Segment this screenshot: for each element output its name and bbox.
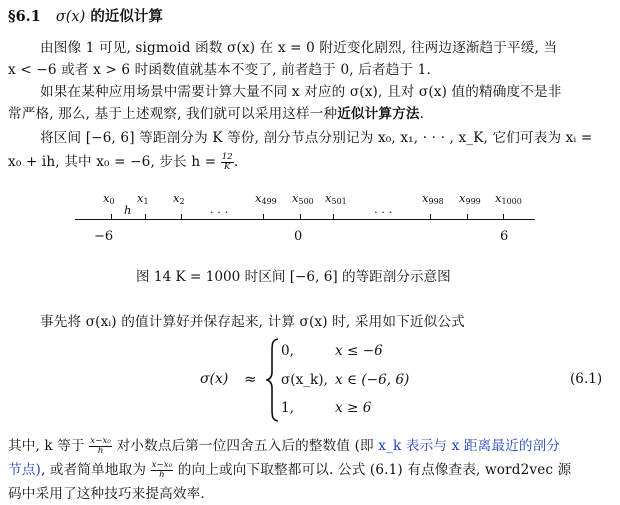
node-tick (503, 214, 504, 220)
step-label: h (124, 203, 132, 217)
para5-line3: 码中采用了这种技巧来提高效率. (8, 486, 205, 502)
axis-line (75, 219, 535, 220)
node-label: $x_{500}$ (292, 191, 314, 206)
para5-text-b: 对小数点后第一位四舍五入后的整数值 (即 (116, 438, 374, 454)
para2-text: 常严格, 那么, 基于上述观察, 我们就可以采用这样一种 (8, 106, 338, 122)
axis-value-max: 6 (500, 229, 509, 244)
node-label: $x_{501}$ (325, 191, 347, 206)
fraction-k (89, 437, 112, 456)
node-tick (181, 214, 182, 220)
left-brace-icon (266, 338, 280, 422)
para5-link-text[interactable]: x_k 表示与 x 距离最近的剖分 (378, 438, 561, 454)
case3-value: 1, (281, 400, 294, 416)
node-tick (263, 214, 264, 220)
section-heading (8, 5, 163, 26)
formula-block (0, 336, 620, 426)
section-title-math: σ(x) (55, 9, 86, 25)
para5-text-c: , 或者简单地取为 (40, 462, 147, 478)
equation-number: (6.1) (570, 371, 603, 387)
formula-approx: ≈ (244, 370, 257, 388)
para5-line2 (8, 458, 571, 480)
para4: 事先将 σ(xᵢ) 的值计算好并保存起来, 计算 σ(x) 时, 采用如下近似公式 (40, 314, 465, 330)
fraction-round-den: h (159, 470, 165, 480)
para5-line1 (8, 434, 560, 456)
axis-value-min: −6 (94, 229, 114, 244)
axis-value-zero: 0 (294, 229, 303, 244)
para2-bold-term: 近似计算方法 (337, 106, 420, 122)
step-fraction (221, 153, 234, 172)
para3-line2 (8, 150, 238, 172)
para1-line2: x < −6 或者 x > 6 时函数值就基本不变了, 前者趋于 0, 后者趋于 1. (8, 62, 431, 78)
ellipsis-left: · · · (210, 205, 229, 219)
node-label: $x_{1000}$ (495, 191, 522, 206)
node-label: $x_2$ (173, 191, 185, 206)
para2-period: . (419, 106, 425, 122)
partition-figure (0, 185, 620, 255)
para3-period: . (233, 154, 239, 170)
node-label: $x_1$ (137, 191, 149, 206)
node-tick (467, 214, 468, 220)
fraction-k-num: x−x₀ (90, 436, 111, 446)
case2-value: σ(x_k), (281, 372, 328, 388)
ellipsis-right: · · · (374, 205, 393, 219)
node-tick (300, 214, 301, 220)
node-tick (430, 214, 431, 220)
node-tick (333, 214, 334, 220)
step-den: K (224, 162, 231, 172)
para3-line1: 将区间 [−6, 6] 等距剖分为 K 等份, 剖分节点分别记为 x₀, x₁, · · · , x_K, 它们可表为 xᵢ = (40, 130, 593, 146)
para2-line1: 如果在某种应用场景中需要计算大量不同 x 对应的 σ(x), 且对 σ(x) 值的精确度不是非 (40, 84, 562, 100)
fraction-round (151, 461, 174, 480)
case3-cond: x ≥ 6 (335, 400, 372, 416)
para5-text-d: 的向上或向下取整都可以. 公式 (6.1) 有点像查表, word2vec 源 (177, 462, 572, 478)
section-title: 的近似计算 (90, 8, 163, 25)
section-number: §6.1 (8, 8, 41, 25)
node-label: $x_{999}$ (459, 191, 481, 206)
para5-text-a: 其中, k 等于 (8, 438, 85, 454)
para3-text: x₀ + ih, 其中 x₀ = −6, 步长 h = (8, 154, 217, 170)
node-label: $x_0$ (103, 191, 115, 206)
node-tick (145, 214, 146, 220)
para2-line2 (8, 102, 424, 122)
step-num: 12 (221, 152, 233, 162)
node-tick (111, 214, 112, 220)
figure-caption: 图 14 K = 1000 时区间 [−6, 6] 的等距剖分示意图 (136, 269, 451, 285)
node-label: $x_{998}$ (422, 191, 444, 206)
case1-value: 0, (281, 343, 294, 359)
fraction-round-num: x−x₀ (151, 460, 173, 470)
para5-link-text-cont[interactable]: 节点) (8, 462, 41, 478)
case1-cond: x ≤ −6 (335, 343, 383, 359)
para1-line1: 由图像 1 可见, sigmoid 函数 σ(x) 在 x = 0 附近变化剧烈, 往两边逐渐趋于平缓, 当 (40, 40, 558, 56)
formula-lhs: σ(x) (200, 371, 229, 387)
node-label: $x_{499}$ (255, 191, 277, 206)
fraction-k-den: h (97, 446, 104, 456)
case2-cond: x ∈ (−6, 6) (335, 372, 410, 388)
